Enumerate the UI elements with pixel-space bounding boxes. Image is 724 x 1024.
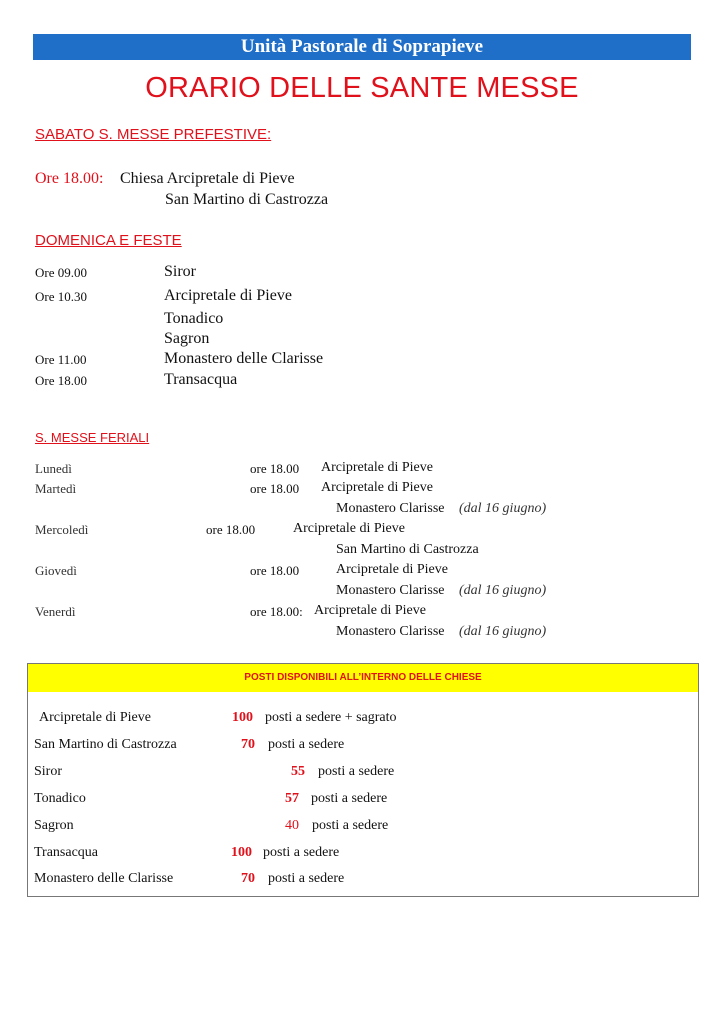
posti-number: 55 — [291, 764, 305, 779]
posti-church: Sagron — [34, 818, 74, 833]
feriali-place: Monastero Clarisse — [336, 501, 445, 516]
feriali-place: Arcipretale di Pieve — [314, 603, 426, 618]
feriali-place: Arcipretale di Pieve — [321, 460, 433, 475]
unit-banner: Unità Pastorale di Soprapieve — [33, 34, 691, 60]
posti-text: posti a sedere — [263, 845, 340, 860]
posti-number: 57 — [285, 791, 299, 806]
domenica-place: Transacqua — [164, 371, 238, 388]
sabato-church-2: San Martino di Castrozza — [165, 191, 329, 208]
posti-number: 100 — [232, 710, 253, 725]
posti-text: posti a sedere + sagrato — [265, 710, 397, 725]
posti-number: 40 — [285, 818, 299, 833]
feriali-place: Arcipretale di Pieve — [321, 480, 433, 495]
sabato-time: Ore 18.00: — [35, 170, 104, 187]
posti-number: 70 — [241, 737, 255, 752]
feriali-day: Giovedì — [35, 563, 77, 578]
posti-church: Siror — [34, 764, 62, 779]
posti-church: Arcipretale di Pieve — [39, 710, 151, 725]
posti-number: 70 — [241, 871, 255, 886]
posti-text: posti a sedere — [318, 764, 395, 779]
feriali-time: ore 18.00 — [250, 481, 300, 496]
page-title: ORARIO DELLE SANTE MESSE — [145, 72, 579, 104]
domenica-place: Arcipretale di Pieve — [164, 287, 292, 304]
feriali-time: ore 18.00 — [250, 461, 300, 476]
feriali-time: ore 18.00 — [250, 563, 300, 578]
posti-church: Monastero delle Clarisse — [34, 871, 174, 886]
posti-text: posti a sedere — [312, 818, 389, 833]
feriali-heading: S. MESSE FERIALI — [35, 430, 150, 445]
feriali-note: (dal 16 giugno) — [459, 583, 547, 598]
feriali-day: Mercoledì — [35, 522, 89, 537]
feriali-day: Lunedì — [35, 461, 72, 476]
feriali-note: (dal 16 giugno) — [459, 501, 547, 516]
posti-text: posti a sedere — [268, 871, 345, 886]
posti-heading: POSTI DISPONIBILI ALL’INTERNO DELLE CHIESE — [28, 664, 698, 692]
posti-church: San Martino di Castrozza — [34, 737, 177, 752]
posti-number: 100 — [231, 845, 252, 860]
posti-church: Transacqua — [34, 845, 99, 860]
feriali-place: Arcipretale di Pieve — [293, 521, 405, 536]
domenica-place: Tonadico — [164, 310, 224, 327]
feriali-note: (dal 16 giugno) — [459, 624, 547, 639]
domenica-time: Ore 18.00 — [35, 373, 87, 388]
domenica-heading: DOMENICA E FESTE — [35, 232, 182, 249]
feriali-day: Venerdì — [35, 604, 76, 619]
posti-box — [27, 663, 699, 897]
domenica-place: Siror — [164, 263, 196, 280]
domenica-time: Ore 10.30 — [35, 289, 87, 304]
feriali-place: Arcipretale di Pieve — [336, 562, 448, 577]
feriali-time: ore 18.00: — [250, 604, 303, 619]
feriali-place: San Martino di Castrozza — [336, 542, 479, 557]
sabato-heading: SABATO S. MESSE PREFESTIVE: — [35, 126, 272, 143]
feriali-time: ore 18.00 — [206, 522, 256, 537]
domenica-place: Monastero delle Clarisse — [164, 350, 324, 367]
sabato-church-1: Chiesa Arcipretale di Pieve — [120, 170, 295, 187]
feriali-place: Monastero Clarisse — [336, 624, 445, 639]
posti-text: posti a sedere — [311, 791, 388, 806]
posti-church: Tonadico — [34, 791, 86, 806]
feriali-day: Martedì — [35, 481, 77, 496]
domenica-time: Ore 09.00 — [35, 265, 87, 280]
domenica-time: Ore 11.00 — [35, 352, 87, 367]
posti-text: posti a sedere — [268, 737, 345, 752]
domenica-place: Sagron — [164, 330, 210, 347]
feriali-place: Monastero Clarisse — [336, 583, 445, 598]
